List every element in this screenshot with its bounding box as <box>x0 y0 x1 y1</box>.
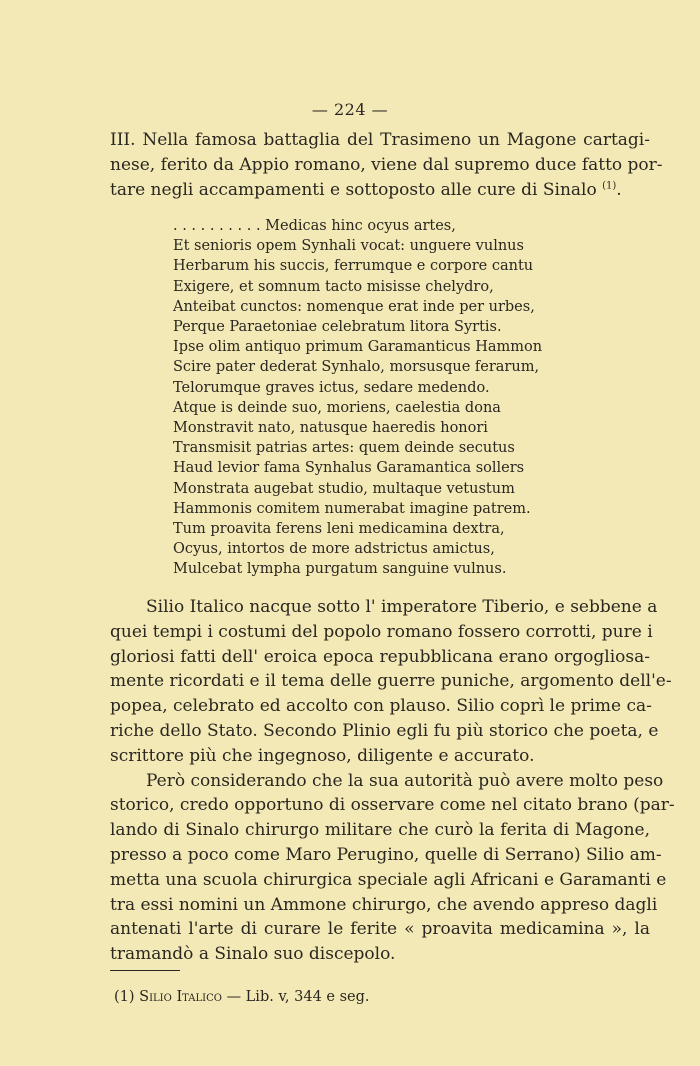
intro-line: III. Nella famosa battaglia del Trasimeno un Magone cartagi- <box>110 130 650 150</box>
footnote-citation: — Lib. v, 344 e seg. <box>226 989 370 1005</box>
verse-line: Tum proavita ferens leni medicamina dextra, <box>173 521 505 538</box>
body-line: tramandò a Sinalo suo discepolo. <box>110 944 396 965</box>
body-line: scrittore più che ingegnoso, diligente e accurato. <box>110 745 535 766</box>
body-line: Silio Italico nacque sotto l' imperatore Tiberio, e sebbene a <box>146 597 658 617</box>
verse-line: Hammonis comitem numerabat imagine patrem. <box>173 500 531 517</box>
body-line: Però considerando che la sua autorità può avere molto peso <box>146 770 664 791</box>
body-line: presso a poco come Maro Perugino, quelle di Serrano) Silio am- <box>110 844 662 865</box>
footnote-reference: (1) <box>602 180 617 192</box>
body-line: metta una scuola chirurgica speciale agli Africani e Garamanti e <box>110 869 667 890</box>
verse-line: Herbarum his succis, ferrumque e corpore cantu <box>173 258 534 275</box>
intro-line-text: tare negli accampamenti e sottoposto alle cure di Sinalo <box>110 180 597 200</box>
verse-line: Exigere, et somnum tacto misisse chelydro, <box>173 278 494 295</box>
body-line: popea, celebrato ed accolto con plauso. Silio coprì le prime ca- <box>110 696 652 717</box>
body-paragraphs <box>110 595 675 967</box>
body-line: storico, credo opportuno di osservare come nel citato brano (par- <box>110 795 675 816</box>
verse-line: Anteibat cunctos: nomenque erat inde per urbes, <box>173 298 535 315</box>
verse-line: Et senioris opem Synhali vocat: unguere vulnus <box>173 238 524 255</box>
body-line: mente ricordati e il tema delle guerre puniche, argomento dell'e- <box>110 671 672 692</box>
intro-line <box>110 178 650 203</box>
body-line: gloriosi fatti dell' eroica epoca repubblicana erano orgogliosa- <box>110 646 650 667</box>
footnote <box>114 987 634 1007</box>
body-line: quei tempi i costumi del popolo romano fossero corrotti, pure i <box>110 621 653 642</box>
body-line: antenati l'arte di curare le ferite « proavita medicamina », la <box>110 919 650 940</box>
verse-line: Transmisit patrias artes: quem deinde secutus <box>173 440 515 457</box>
footnote-marker: (1) <box>114 989 135 1005</box>
intro-line-end: . <box>616 180 622 200</box>
verse-line: Monstravit nato, natusque haeredis honori <box>173 420 488 437</box>
verse-line: . . . . . . . . . . Medicas hinc ocyus artes, <box>173 218 456 234</box>
intro-paragraph <box>110 128 663 203</box>
intro-line: nese, ferito da Appio romano, viene dal supremo duce fatto por- <box>110 155 663 175</box>
body-line: lando di Sinalo chirurgo militare che curò la ferita di Magone, <box>110 820 650 841</box>
verse-line: Perque Paraetoniae celebratum litora Syrtis. <box>173 319 502 336</box>
verse-line: Atque is deinde suo, moriens, caelestia dona <box>173 399 501 416</box>
body-line: tra essi nomini un Ammone chirurgo, che avendo appreso dagli <box>110 894 658 915</box>
verse-line: Scire pater dederat Synhalo, morsusque ferarum, <box>173 359 540 376</box>
verse-line: Haud levior fama Synhalus Garamantica sollers <box>173 460 525 477</box>
footnote-divider <box>110 970 180 971</box>
verse-line: Ipse olim antiquo primum Garamanticus Hammon <box>173 339 543 356</box>
verse-line: Mulcebat lympha purgatum sanguine vulnus. <box>173 561 507 578</box>
verse-line: Monstrata augebat studio, multaque vetustum <box>173 480 515 497</box>
latin-verse-quote <box>173 216 573 580</box>
verse-line: Ocyus, intortos de more adstrictus amictus, <box>173 541 495 558</box>
page-number: — 224 — <box>311 100 389 119</box>
body-line: riche dello Stato. Secondo Plinio egli fu più storico che poeta, e <box>110 720 659 741</box>
verse-line: Telorumque graves ictus, sedare medendo. <box>173 379 490 396</box>
footnote-author: Silio Italico <box>139 989 222 1005</box>
